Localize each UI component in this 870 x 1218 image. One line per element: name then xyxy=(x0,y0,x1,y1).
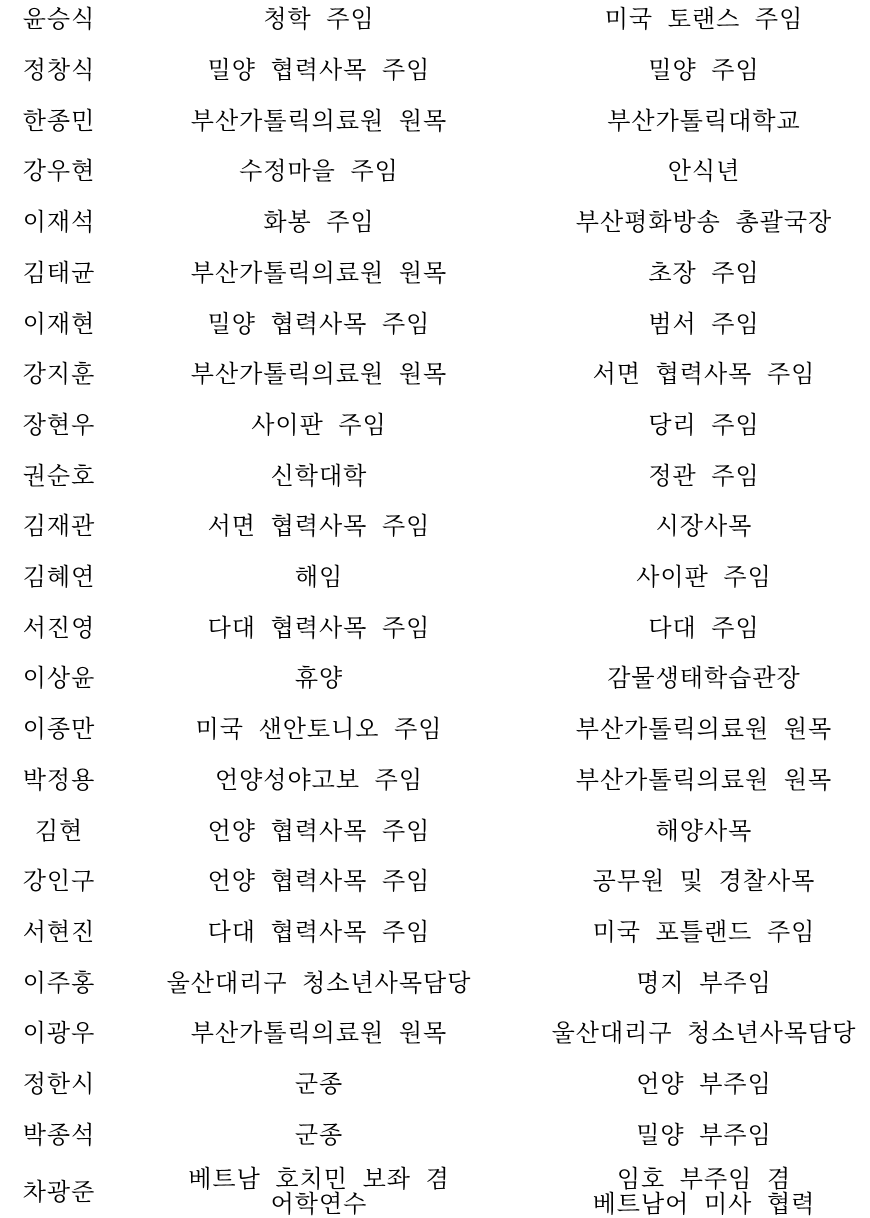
list-row xyxy=(0,1109,870,1160)
new-assignment xyxy=(545,95,863,146)
list-row xyxy=(0,1059,870,1110)
previous-assignment xyxy=(160,298,478,349)
person-name: 강우현 xyxy=(22,157,96,186)
person-name: 이광우 xyxy=(22,1019,96,1048)
previous-assignment-line: 서면 협력사목 주임 xyxy=(207,512,431,541)
person-name: 윤승식 xyxy=(22,5,96,34)
previous-assignment xyxy=(160,704,478,755)
new-assignment-line: 부산평화방송 총괄국장 xyxy=(575,208,833,237)
new-assignment-line: 해양사목 xyxy=(655,816,753,845)
new-assignment-line: 밀양 부주임 xyxy=(636,1120,772,1149)
new-assignment-line: 베트남어 미사 협력 xyxy=(592,1190,816,1218)
list-row xyxy=(0,957,870,1008)
new-assignment-line: 정관 주임 xyxy=(648,461,760,490)
person-name: 이상윤 xyxy=(22,664,96,693)
list-row xyxy=(0,197,870,248)
previous-assignment-line: 청학 주임 xyxy=(263,5,375,34)
list-row xyxy=(0,907,870,958)
new-assignment xyxy=(545,907,863,958)
person-name: 서현진 xyxy=(22,917,96,946)
previous-assignment-line: 언양 협력사목 주임 xyxy=(207,816,431,845)
new-assignment xyxy=(545,1109,863,1160)
new-assignment-line: 미국 포틀랜드 주임 xyxy=(592,917,816,946)
new-assignment xyxy=(545,653,863,704)
previous-assignment-line: 언양 협력사목 주임 xyxy=(207,867,431,896)
previous-assignment xyxy=(160,0,478,45)
previous-assignment xyxy=(160,450,478,501)
new-assignment xyxy=(545,1059,863,1110)
previous-assignment xyxy=(160,349,478,400)
person-name: 차광준 xyxy=(22,1177,96,1206)
person-name: 김재관 xyxy=(22,512,96,541)
list-row xyxy=(0,248,870,299)
previous-assignment-line: 화봉 주임 xyxy=(263,208,375,237)
list-row xyxy=(0,653,870,704)
new-assignment-line: 범서 주임 xyxy=(648,309,760,338)
previous-assignment xyxy=(160,197,478,248)
previous-assignment xyxy=(160,501,478,552)
previous-assignment-line: 밀양 협력사목 주임 xyxy=(207,309,431,338)
new-assignment xyxy=(545,349,863,400)
new-assignment xyxy=(545,957,863,1008)
new-assignment xyxy=(545,552,863,603)
list-row xyxy=(0,400,870,451)
previous-assignment-line: 해임 xyxy=(294,563,344,592)
previous-assignment xyxy=(160,805,478,856)
new-assignment-line: 다대 주임 xyxy=(648,613,760,642)
person-name: 정한시 xyxy=(22,1070,96,1099)
previous-assignment-line: 다대 협력사목 주임 xyxy=(207,917,431,946)
previous-assignment xyxy=(160,95,478,146)
list-row xyxy=(0,856,870,907)
new-assignment xyxy=(545,704,863,755)
previous-assignment-line: 부산가톨릭의료원 원목 xyxy=(190,360,448,389)
new-assignment xyxy=(545,197,863,248)
previous-assignment xyxy=(160,248,478,299)
list-row xyxy=(0,1008,870,1059)
list-row xyxy=(0,755,870,806)
previous-assignment xyxy=(160,1059,478,1110)
previous-assignment-line: 군종 xyxy=(294,1070,344,1099)
new-assignment xyxy=(545,805,863,856)
previous-assignment-line: 군종 xyxy=(294,1120,344,1149)
previous-assignment xyxy=(160,1109,478,1160)
previous-assignment xyxy=(160,907,478,958)
new-assignment-line: 울산대리구 청소년사목담당 xyxy=(551,1019,857,1048)
new-assignment-line: 초장 주임 xyxy=(648,258,760,287)
previous-assignment-line: 울산대리구 청소년사목담당 xyxy=(166,968,472,997)
previous-assignment-line: 다대 협력사목 주임 xyxy=(207,613,431,642)
previous-assignment-line: 어학연수 xyxy=(270,1190,368,1218)
previous-assignment xyxy=(160,957,478,1008)
new-assignment-line: 서면 협력사목 주임 xyxy=(592,360,816,389)
previous-assignment xyxy=(160,1008,478,1059)
person-name: 강지훈 xyxy=(22,360,96,389)
new-assignment-line: 밀양 주임 xyxy=(648,56,760,85)
new-assignment xyxy=(545,450,863,501)
list-row xyxy=(0,0,870,45)
previous-assignment-line: 밀양 협력사목 주임 xyxy=(207,56,431,85)
list-row xyxy=(0,146,870,197)
new-assignment xyxy=(545,755,863,806)
new-assignment-line: 언양 부주임 xyxy=(636,1070,772,1099)
new-assignment xyxy=(545,0,863,45)
new-assignment-line: 부산가톨릭대학교 xyxy=(607,106,801,135)
person-name: 한종민 xyxy=(22,106,96,135)
new-assignment-line: 공무원 및 경찰사목 xyxy=(592,867,816,896)
list-row xyxy=(0,501,870,552)
new-assignment xyxy=(545,248,863,299)
person-name: 정창식 xyxy=(22,56,96,85)
person-name: 박정용 xyxy=(22,765,96,794)
list-row xyxy=(0,95,870,146)
list-row xyxy=(0,45,870,96)
previous-assignment-line: 부산가톨릭의료원 원목 xyxy=(190,106,448,135)
new-assignment-line: 임호 부주임 겸 xyxy=(616,1165,792,1194)
new-assignment xyxy=(545,602,863,653)
previous-assignment xyxy=(160,400,478,451)
list-row xyxy=(0,552,870,603)
previous-assignment xyxy=(160,146,478,197)
previous-assignment xyxy=(160,653,478,704)
new-assignment xyxy=(545,501,863,552)
new-assignment-line: 미국 토랜스 주임 xyxy=(604,5,804,34)
previous-assignment-line: 미국 샌안토니오 주임 xyxy=(195,715,443,744)
person-name: 권순호 xyxy=(22,461,96,490)
person-name: 이주홍 xyxy=(22,968,96,997)
new-assignment xyxy=(545,400,863,451)
person-name: 김태균 xyxy=(22,258,96,287)
new-assignment-line: 부산가톨릭의료원 원목 xyxy=(575,715,833,744)
person-name: 강인구 xyxy=(22,867,96,896)
person-name: 김현 xyxy=(34,816,84,845)
previous-assignment xyxy=(160,602,478,653)
new-assignment xyxy=(545,1167,863,1218)
new-assignment-line: 감물생태학습관장 xyxy=(607,664,801,693)
new-assignment-line: 명지 부주임 xyxy=(636,968,772,997)
new-assignment xyxy=(545,856,863,907)
new-assignment xyxy=(545,298,863,349)
previous-assignment-line: 언양성야고보 주임 xyxy=(214,765,424,794)
previous-assignment-line: 베트남 호치민 보좌 겸 xyxy=(188,1165,450,1194)
list-row xyxy=(0,704,870,755)
new-assignment xyxy=(545,146,863,197)
previous-assignment xyxy=(160,856,478,907)
list-row xyxy=(0,349,870,400)
new-assignment xyxy=(545,1008,863,1059)
previous-assignment-line: 사이판 주임 xyxy=(251,410,387,439)
list-row xyxy=(0,450,870,501)
new-assignment xyxy=(545,45,863,96)
new-assignment-line: 당리 주임 xyxy=(648,410,760,439)
person-name: 서진영 xyxy=(22,613,96,642)
person-name: 김혜연 xyxy=(22,563,96,592)
person-name: 이종만 xyxy=(22,715,96,744)
previous-assignment-line: 수정마을 주임 xyxy=(239,157,399,186)
list-row xyxy=(0,298,870,349)
list-row xyxy=(0,805,870,856)
person-name: 이재석 xyxy=(22,208,96,237)
new-assignment-line: 사이판 주임 xyxy=(636,563,772,592)
previous-assignment xyxy=(160,552,478,603)
previous-assignment xyxy=(160,755,478,806)
person-name: 이재현 xyxy=(22,309,96,338)
previous-assignment-line: 휴양 xyxy=(294,664,344,693)
previous-assignment xyxy=(160,45,478,96)
person-name: 장현우 xyxy=(22,410,96,439)
list-row xyxy=(0,602,870,653)
previous-assignment-line: 부산가톨릭의료원 원목 xyxy=(190,1019,448,1048)
new-assignment-line: 시장사목 xyxy=(655,512,753,541)
person-name: 박종석 xyxy=(22,1120,96,1149)
previous-assignment-line: 부산가톨릭의료원 원목 xyxy=(190,258,448,287)
list-row xyxy=(0,1167,870,1218)
new-assignment-line: 안식년 xyxy=(667,157,741,186)
new-assignment-line: 부산가톨릭의료원 원목 xyxy=(575,765,833,794)
previous-assignment-line: 신학대학 xyxy=(270,461,368,490)
previous-assignment xyxy=(160,1167,478,1218)
